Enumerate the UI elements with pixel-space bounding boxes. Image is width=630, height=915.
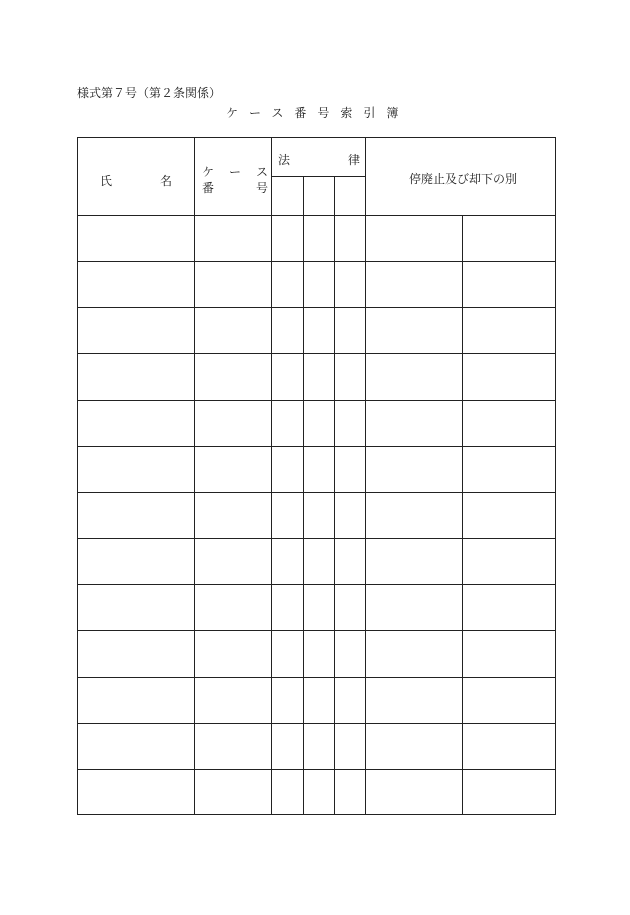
table-cell — [334, 353, 365, 399]
table-cell — [303, 261, 334, 307]
table-cell — [365, 446, 462, 492]
table-cell — [78, 307, 194, 353]
table-cell — [303, 446, 334, 492]
table-cell — [462, 769, 555, 815]
table-cell — [78, 400, 194, 446]
table-cell — [78, 769, 194, 815]
header-law-part1: 法 — [278, 153, 291, 167]
table-cell — [194, 492, 271, 538]
table-cell — [78, 215, 194, 261]
table-cell — [365, 215, 462, 261]
table-cell — [462, 307, 555, 353]
table-cell — [271, 723, 303, 769]
table-cell — [194, 261, 271, 307]
table-cell — [78, 723, 194, 769]
table-cell — [271, 677, 303, 723]
form-title: ケース番号索引簿 — [226, 106, 410, 120]
table-cell — [78, 353, 194, 399]
table-cell — [303, 307, 334, 353]
table-cell — [194, 215, 271, 261]
header-case-number-char3: ス — [256, 165, 269, 179]
table-cell — [365, 307, 462, 353]
law-header-divider — [271, 176, 366, 177]
table-cell — [462, 400, 555, 446]
table-cell — [365, 630, 462, 676]
table-cell — [334, 446, 365, 492]
table-cell — [462, 538, 555, 584]
table-cell — [303, 769, 334, 815]
table-cell — [303, 538, 334, 584]
table-cell — [334, 538, 365, 584]
table-cell — [194, 630, 271, 676]
table-cell — [271, 215, 303, 261]
table-cell — [365, 353, 462, 399]
table-cell — [194, 584, 271, 630]
table-cell — [78, 492, 194, 538]
table-cell — [462, 630, 555, 676]
table-cell — [78, 446, 194, 492]
table-cell — [194, 723, 271, 769]
table-cell — [78, 261, 194, 307]
table-cell — [462, 492, 555, 538]
table-cell — [271, 769, 303, 815]
table-cell — [334, 261, 365, 307]
table-cell — [271, 492, 303, 538]
table-cell — [271, 353, 303, 399]
header-case-number-char1: ケ — [202, 165, 215, 179]
table-cell — [78, 538, 194, 584]
table-cell — [303, 353, 334, 399]
table-cell — [462, 677, 555, 723]
table-cell — [462, 261, 555, 307]
table-cell — [334, 677, 365, 723]
table-cell — [271, 538, 303, 584]
table-cell — [271, 307, 303, 353]
header-disposition: 停廃止及び却下の別 — [409, 172, 518, 186]
table-cell — [78, 677, 194, 723]
table-cell — [462, 215, 555, 261]
header-law-part2: 律 — [348, 153, 361, 167]
table-cell — [334, 630, 365, 676]
table-cell — [365, 769, 462, 815]
table-cell — [462, 584, 555, 630]
case-number-index-table — [77, 137, 556, 815]
table-cell — [194, 446, 271, 492]
table-cell — [365, 492, 462, 538]
table-cell — [365, 723, 462, 769]
table-cell — [334, 584, 365, 630]
table-cell — [303, 492, 334, 538]
header-case-number-char4: 番 — [202, 181, 215, 195]
table-cell — [334, 492, 365, 538]
table-cell — [334, 769, 365, 815]
table-cell — [194, 677, 271, 723]
table-cell — [194, 307, 271, 353]
table-cell — [462, 446, 555, 492]
table-cell — [271, 584, 303, 630]
table-cell — [334, 307, 365, 353]
table-cell — [78, 584, 194, 630]
table-cell — [271, 400, 303, 446]
header-case-number-char5: 号 — [256, 181, 269, 195]
table-cell — [303, 584, 334, 630]
table-cell — [462, 723, 555, 769]
table-cell — [271, 446, 303, 492]
table-cell — [365, 584, 462, 630]
table-cell — [303, 400, 334, 446]
table-cell — [365, 261, 462, 307]
table-cell — [303, 677, 334, 723]
form-number-label: 様式第７号（第２条関係） — [77, 86, 222, 100]
table-cell — [194, 538, 271, 584]
table-cell — [365, 677, 462, 723]
header-name-part1: 氏 — [100, 174, 113, 188]
table-cell — [194, 400, 271, 446]
table-cell — [365, 538, 462, 584]
header-case-number-char2: ー — [229, 165, 242, 179]
header-name-part2: 名 — [160, 174, 173, 188]
table-cell — [303, 723, 334, 769]
table-cell — [334, 215, 365, 261]
table-cell — [303, 630, 334, 676]
table-cell — [334, 400, 365, 446]
table-cell — [365, 400, 462, 446]
table-cell — [78, 630, 194, 676]
table-cell — [462, 353, 555, 399]
table-cell — [271, 261, 303, 307]
table-cell — [334, 723, 365, 769]
table-cell — [194, 769, 271, 815]
table-cell — [271, 630, 303, 676]
table-cell — [194, 353, 271, 399]
table-cell — [303, 215, 334, 261]
